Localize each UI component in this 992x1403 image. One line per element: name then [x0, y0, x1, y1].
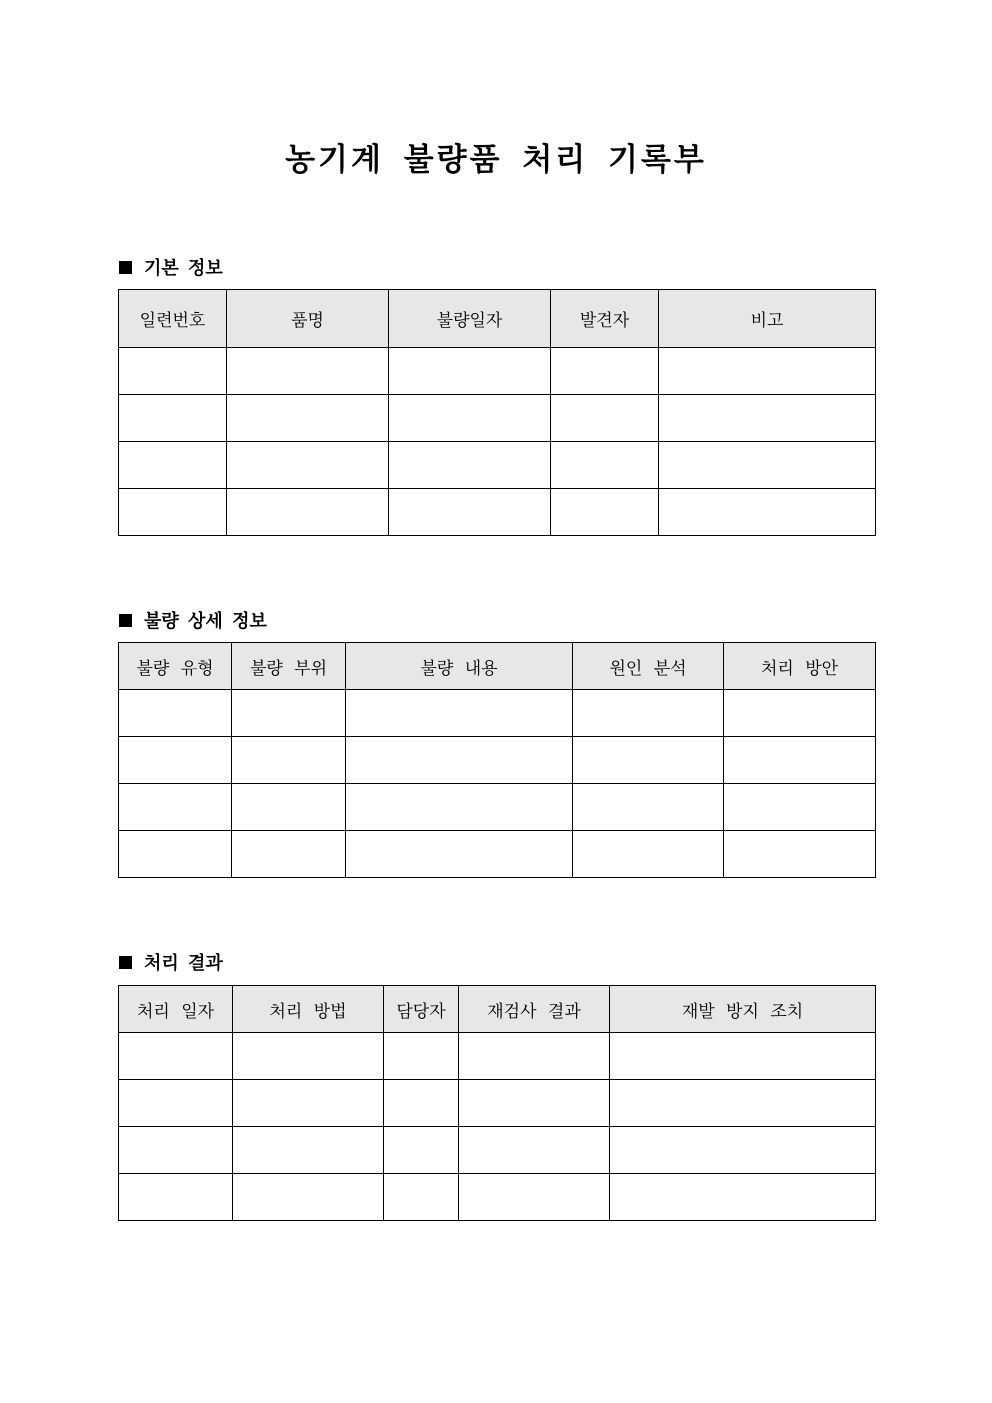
table-cell[interactable] [232, 831, 346, 878]
table-cell[interactable] [610, 1127, 876, 1174]
table-cell[interactable] [119, 784, 232, 831]
table-cell[interactable] [384, 1080, 459, 1127]
table-cell[interactable] [573, 831, 724, 878]
table-cell[interactable] [227, 489, 389, 536]
table-cell[interactable] [233, 1127, 384, 1174]
table-cell[interactable] [551, 442, 659, 489]
table-row [119, 1174, 876, 1221]
table-cell[interactable] [233, 1033, 384, 1080]
column-header: 비고 [659, 290, 876, 348]
table-row [119, 831, 876, 878]
table-cell[interactable] [659, 395, 876, 442]
column-header: 일련번호 [119, 290, 227, 348]
table-cell[interactable] [119, 1127, 233, 1174]
column-header: 불량 내용 [346, 643, 573, 690]
table-cell[interactable] [119, 690, 232, 737]
table-cell[interactable] [233, 1080, 384, 1127]
table-cell[interactable] [384, 1033, 459, 1080]
section-heading-label: 기본 정보 [144, 258, 223, 279]
table-row [119, 737, 876, 784]
column-header: 재검사 결과 [459, 986, 610, 1033]
table-row [119, 395, 876, 442]
table-cell[interactable] [459, 1080, 610, 1127]
column-header: 원인 분석 [573, 643, 724, 690]
table-row [119, 1080, 876, 1127]
square-bullet-icon [119, 956, 132, 969]
table-cell[interactable] [119, 831, 232, 878]
table-cell[interactable] [659, 442, 876, 489]
table-cell[interactable] [384, 1174, 459, 1221]
table-cell[interactable] [459, 1033, 610, 1080]
processing-result-table [118, 985, 876, 1221]
table-cell[interactable] [551, 489, 659, 536]
table-cell[interactable] [119, 348, 227, 395]
table-cell[interactable] [389, 395, 551, 442]
table-cell[interactable] [346, 737, 573, 784]
column-header: 불량일자 [389, 290, 551, 348]
table-cell[interactable] [346, 690, 573, 737]
column-header: 처리 방안 [724, 643, 876, 690]
table-cell[interactable] [119, 1174, 233, 1221]
table-cell[interactable] [119, 1033, 233, 1080]
table-cell[interactable] [610, 1174, 876, 1221]
table-cell[interactable] [573, 690, 724, 737]
table-cell[interactable] [346, 831, 573, 878]
table-cell[interactable] [551, 395, 659, 442]
table-cell[interactable] [227, 348, 389, 395]
table-cell[interactable] [724, 737, 876, 784]
column-header: 재발 방지 조치 [610, 986, 876, 1033]
table-row [119, 348, 876, 395]
document-title: 농기계 불량품 처리 기록부 [285, 142, 707, 178]
table-cell[interactable] [724, 831, 876, 878]
table-cell[interactable] [232, 784, 346, 831]
section-heading-label: 불량 상세 정보 [144, 611, 267, 632]
table-header-row [119, 986, 876, 1033]
table-row [119, 784, 876, 831]
section-heading-processing-result [119, 949, 223, 975]
table-cell[interactable] [389, 489, 551, 536]
table-cell[interactable] [610, 1080, 876, 1127]
column-header: 불량 유형 [119, 643, 232, 690]
section-heading-basic-info [119, 254, 223, 280]
table-cell[interactable] [119, 489, 227, 536]
section-heading-label: 처리 결과 [144, 953, 223, 974]
table-cell[interactable] [119, 395, 227, 442]
table-cell[interactable] [389, 348, 551, 395]
table-cell[interactable] [232, 690, 346, 737]
basic-info-table [118, 289, 876, 536]
table-cell[interactable] [227, 442, 389, 489]
table-row [119, 690, 876, 737]
table-cell[interactable] [119, 737, 232, 784]
table-cell[interactable] [227, 395, 389, 442]
table-row [119, 1127, 876, 1174]
column-header: 불량 부위 [232, 643, 346, 690]
column-header: 처리 방법 [233, 986, 384, 1033]
table-cell[interactable] [384, 1127, 459, 1174]
column-header: 품명 [227, 290, 389, 348]
table-cell[interactable] [389, 442, 551, 489]
table-header-row [119, 290, 876, 348]
table-header-row [119, 643, 876, 690]
square-bullet-icon [119, 261, 132, 274]
table-row [119, 442, 876, 489]
defect-details-table [118, 642, 876, 878]
table-row [119, 489, 876, 536]
table-cell[interactable] [659, 489, 876, 536]
table-cell[interactable] [551, 348, 659, 395]
table-cell[interactable] [119, 442, 227, 489]
section-heading-defect-details [119, 607, 267, 633]
table-cell[interactable] [459, 1127, 610, 1174]
column-header: 발견자 [551, 290, 659, 348]
table-cell[interactable] [659, 348, 876, 395]
table-cell[interactable] [233, 1174, 384, 1221]
table-cell[interactable] [724, 690, 876, 737]
table-cell[interactable] [573, 737, 724, 784]
table-cell[interactable] [459, 1174, 610, 1221]
table-cell[interactable] [724, 784, 876, 831]
square-bullet-icon [119, 614, 132, 627]
table-cell[interactable] [346, 784, 573, 831]
column-header: 담당자 [384, 986, 459, 1033]
column-header: 처리 일자 [119, 986, 233, 1033]
table-cell[interactable] [610, 1033, 876, 1080]
table-cell[interactable] [573, 784, 724, 831]
table-row [119, 1033, 876, 1080]
table-cell[interactable] [119, 1080, 233, 1127]
table-cell[interactable] [232, 737, 346, 784]
